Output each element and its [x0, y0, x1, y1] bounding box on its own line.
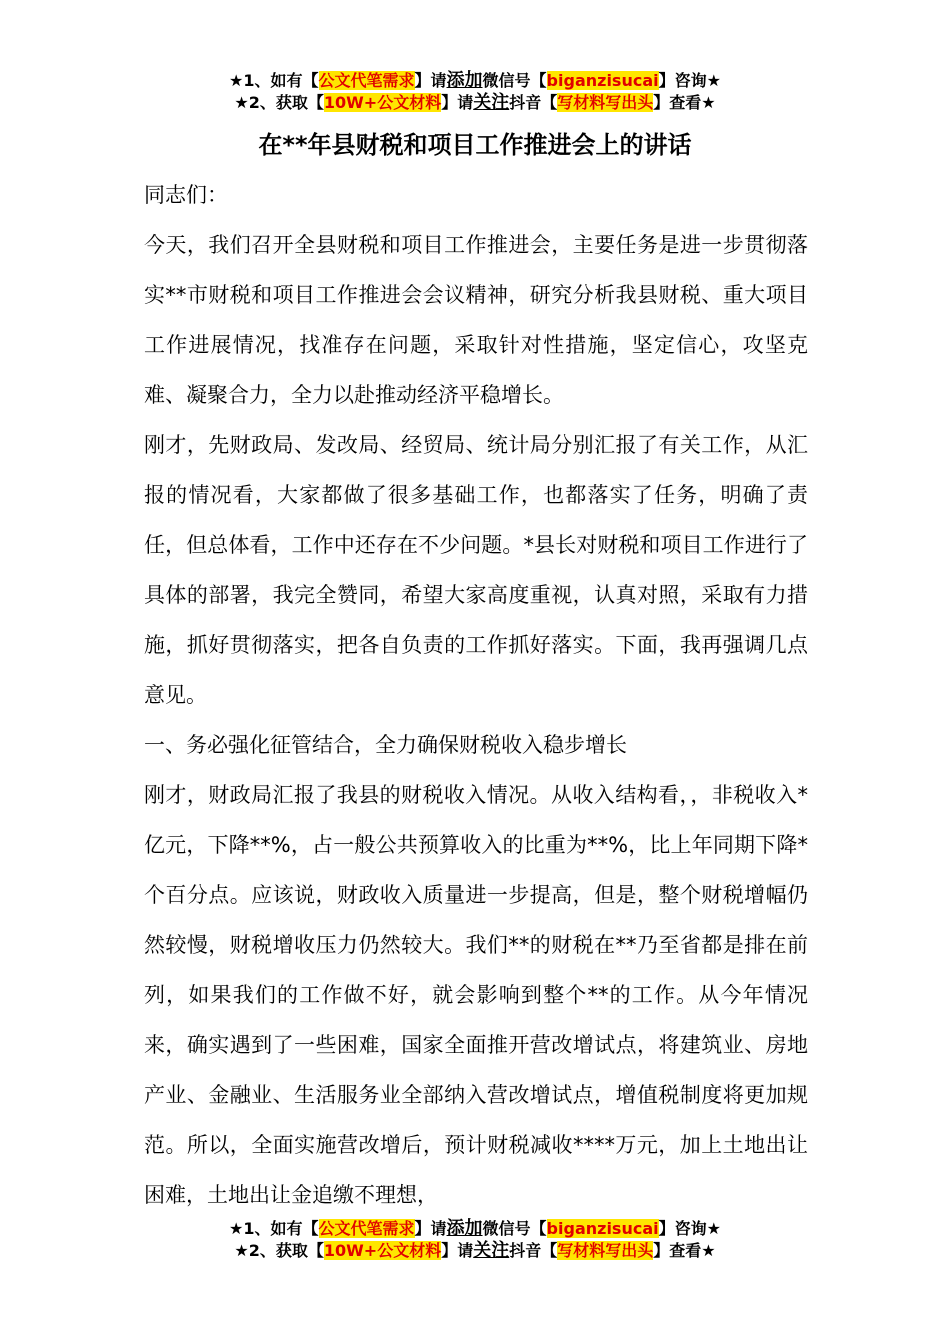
douyin-id-highlight: 写材料写出头 [557, 93, 654, 112]
banner-highlight: 公文代笔需求 [318, 1219, 415, 1238]
document-body [144, 170, 808, 1220]
banner-text: 微信号【 [482, 1219, 547, 1238]
banner-line-2 [0, 1240, 950, 1262]
document-title: 在**年县财税和项目工作推进会上的讲话 [258, 131, 692, 159]
top-promo-banner [0, 70, 950, 114]
banner-text: 抖音【 [509, 93, 558, 112]
banner-text: ★1、如有【 [229, 71, 319, 90]
wechat-id-highlight: biganzisucai [546, 1219, 659, 1238]
banner-text: 】查看★ [653, 1241, 716, 1260]
banner-line-1 [0, 1218, 950, 1240]
banner-highlight: 10W+公文材料 [323, 1241, 442, 1260]
bottom-promo-banner [0, 1218, 950, 1262]
banner-emphasis: 添加 [446, 1218, 483, 1239]
paragraph-intro: 今天，我们召开全县财税和项目工作推进会，主要任务是进一步贯彻落实**市财税和项目工作推进会会议精神，研究分析我县财税、重大项目工作进展情况，找准存在问题，采取针对性措施，坚定信心，攻坚克难、凝聚合力，全力以赴推动经济平稳增长。 [144, 233, 808, 407]
banner-text: 】请 [441, 93, 474, 112]
banner-highlight: 10W+公文材料 [323, 93, 442, 112]
paragraph-revenue: 刚才，财政局汇报了我县的财税收入情况。从收入结构看，，非税收入*亿元，下降**%，占一般公共预算收入的比重为**%，比上年同期下降*个百分点。应该说，财政收入质量进一步提高，但是，整个财税增幅仍然较慢，财税增收压力仍然较大。我们**的财税在**乃至省都是排在前列，如果我们的工作做不好，就会影响到整个**的工作。从今年情况来，确实遇到了一些困难，国家全面推开营改增试点，将建筑业、房地产业、金融业、生活服务业全部纳入营改增试点，增值税制度将更加规范。所以，全面实施营改增后，预计财税减收****万元，加上土地出让困难，土地出让金追缴不理想， [144, 783, 808, 1207]
banner-text: ★1、如有【 [229, 1219, 319, 1238]
banner-text: 】咨询★ [658, 71, 721, 90]
banner-text: ★2、获取【 [234, 93, 324, 112]
section-heading-1: 一、务必强化征管结合，全力确保财税收入稳步增长 [144, 733, 627, 757]
banner-text: 微信号【 [482, 71, 547, 90]
banner-text: 】请 [441, 1241, 474, 1260]
banner-text: 】请 [414, 71, 447, 90]
paragraph-review: 刚才，先财政局、发改局、经贸局、统计局分别汇报了有关工作，从汇报的情况看，大家都做了很多基础工作，也都落实了任务，明确了责任，但总体看，工作中还存在不少问题。*县长对财税和项目工作进行了具体的部署，我完全赞同，希望大家高度重视，认真对照，采取有力措施，抓好贯彻落实，把各自负责的工作抓好落实。下面，我再强调几点意见。 [144, 433, 808, 707]
wechat-id-highlight: biganzisucai [546, 71, 659, 90]
banner-emphasis: 关注 [473, 1240, 510, 1261]
banner-line-2 [0, 92, 950, 114]
banner-emphasis: 关注 [473, 92, 510, 113]
banner-text: 抖音【 [509, 1241, 558, 1260]
banner-emphasis: 添加 [446, 70, 483, 91]
banner-highlight: 公文代笔需求 [318, 71, 415, 90]
banner-text: 】咨询★ [658, 1219, 721, 1238]
banner-text: ★2、获取【 [234, 1241, 324, 1260]
salutation: 同志们： [144, 183, 228, 207]
banner-line-1 [0, 70, 950, 92]
banner-text: 】请 [414, 1219, 447, 1238]
douyin-id-highlight: 写材料写出头 [557, 1241, 654, 1260]
banner-text: 】查看★ [653, 93, 716, 112]
